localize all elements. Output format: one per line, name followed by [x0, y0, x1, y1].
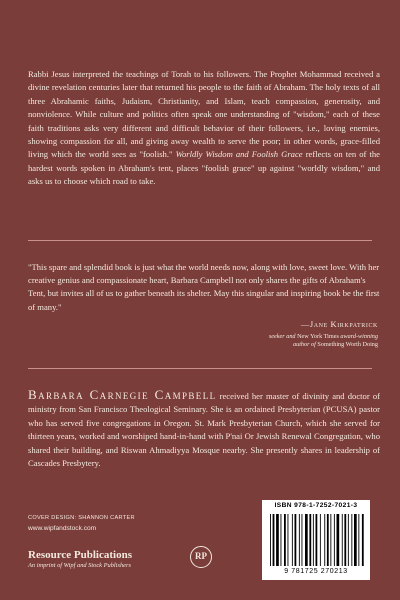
publisher-block — [28, 549, 228, 579]
publisher-website: www.wipfandstock.com — [28, 525, 97, 532]
publisher-logo-icon: RP — [190, 546, 212, 568]
endorser-name: —Jane Kirkpatrick — [300, 320, 378, 329]
endorser-desc-part: seeker and — [268, 333, 298, 340]
author-bio-text: received her master of divinity and doctor of ministry from San Francisco Theological Seminary. She is an ordained Presbyterian (PCUSA) pastor who has served five congregations in Oregon. St. Mark Presbyterian Church, which she served for thirteen years, worked and worshiped hand-in-hand with P'nai Or Jewish Renewal Congregation, who shared their building, and Riswan Ahmadiyya Mosque nearby. She presently shares in leadership of Cascades Presbytery. — [28, 391, 380, 469]
endorser-desc-part: award-winning — [338, 333, 378, 340]
book-title: Worldly Wisdom and Foolish Grace — [175, 149, 303, 160]
credits — [28, 515, 228, 532]
divider-top — [28, 240, 372, 241]
barcode-icon — [266, 514, 366, 568]
author-name: Barbara Carnegie Campbell — [28, 387, 217, 402]
blurb-text-part2: reflects on ten of the hardest words spoken in Abraham's tent, places "foolish grace" up against "worldly wisdom," and asks us to choose which road to take. — [28, 149, 380, 187]
publisher-name: Resource Publications — [28, 549, 132, 561]
publisher-imprint: An imprint of Wipf and Stock Publishers — [28, 562, 131, 569]
endorser-description — [178, 333, 378, 349]
isbn-number: ISBN 978-1-7252-7021-3 — [274, 502, 358, 509]
barcode-box — [262, 500, 370, 580]
cover-design-credit: COVER DESIGN: SHANNON CARTER — [28, 515, 135, 521]
endorsement-attribution — [178, 320, 378, 349]
endorser-desc-part: author of — [293, 341, 318, 348]
blurb-text-part1: Rabbi Jesus interpreted the teachings of Torah to his followers. The Prophet Mohammad received a divine revelation centuries later that returned his people to the faith of Abraham. The holy texts of all three Abrahamic faiths, Judaism, Christianity, and Islam, teach compassion, generosity, and nonviolence. While culture and politics often speak one understanding of "wisdom," each of these faith traditions asks very different and difficult behavior of their followers, i.e., loving enemies, showing compassion for all, and giving away wealth to serve the poor; in other words, grace-filled living which the world sees as "foolish." — [28, 69, 380, 160]
divider-bottom — [28, 368, 372, 369]
blurb-paragraph — [28, 68, 380, 189]
ean-digits: 9 781725 270213 — [284, 568, 348, 575]
endorser-desc-publication: New York Times — [297, 333, 339, 340]
endorser-book-title: Something Worth Doing — [317, 341, 378, 348]
author-bio — [28, 388, 380, 470]
endorsement-quote: "This spare and splendid book is just what the world needs now, along with love, sweet love. With her creative genius and compassionate heart, Barbara Campbell not only shares the gifts of Abraham's Tent, but invites all of us to gather beneath its shelter. May this singular and inspiring book be the first of many." — [28, 262, 380, 312]
